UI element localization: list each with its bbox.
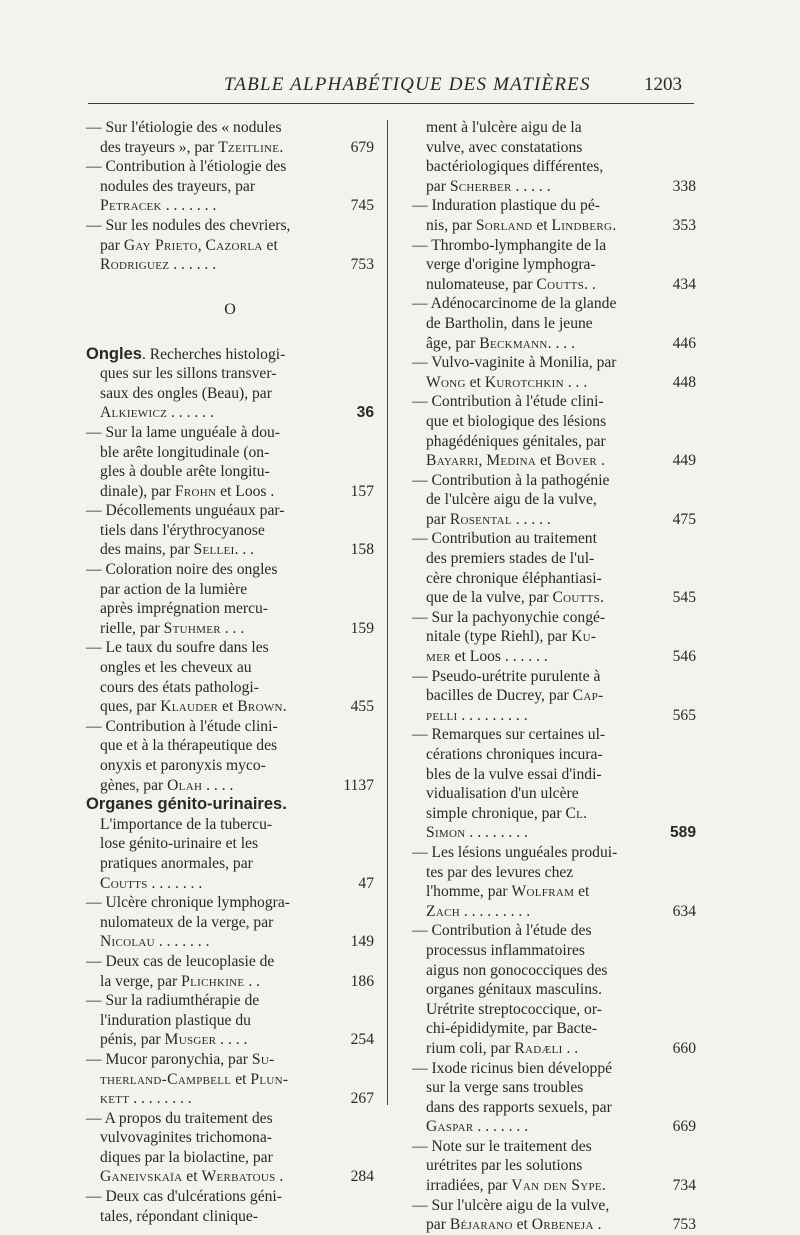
page-ref: 434 [672,275,696,293]
index-entry: — Sur l'étiologie des « nodules des trayeurs », par Tzeitline. 679 — Contribution à l'étiologie des nodules des trayeurs, par Petracek . . . . . . . 745 [86,119,374,215]
page-ref: 149 [350,933,374,951]
header-rule [88,103,694,104]
index-entry: — Adénocarcinome de la glande de Bartholin, dans le jeune âge, par Beckmann. . . . 446 [412,295,696,352]
page-ref: 159 [350,619,374,637]
page-ref: 475 [672,510,696,528]
index-entry: — Contribution à l'étude clini- que et biologique des lésions phagédéniques génitales, par Bayarri, Medina et Bover . 449 [412,393,696,470]
page-ref: 448 [672,373,696,391]
page-ref: 186 [350,972,374,990]
headword: Organes génito-urinaires. [86,795,287,814]
index-entry: — Ulcère chronique lymphogra- nulomateux de la verge, par Nicolau . . . . . . . 149 [86,894,374,951]
page-number: 1203 [644,74,682,95]
page-ref: 446 [672,334,696,352]
index-entry: Ongles. Recherches histologi- ques sur les sillons transver- saux des ongles (Beau), par Alkiewicz . . . . . . 36 [86,344,374,422]
index-entry: — Note sur le traitement des urétrites par les solutions irradiées, par Van den Sype. 734 [412,1137,696,1195]
index-entry: Organes génito-urinaires. L'importance de la tubercu- lose génito-urinaire et les pratiques anormales, par Coutts . . . . . . . 47 [86,795,374,892]
index-entry: — Deux cas de leucoplasie de la verge, par Plichkine . . 186 [86,952,374,990]
index-entry: — Induration plastique du pé- nis, par Sorland et Lindberg. 353 [412,197,696,234]
index-entry: — Pseudo-urétrite purulente à bacilles de Ducrey, par Cap- pelli . . . . . . . . . 565 [412,667,696,724]
index-entry: — Coloration noire des ongles par action de la lumière après imprégnation mercu- rielle, par Stuhmer . . . 159 [86,561,374,637]
index-entry: — Deux cas d'ulcérations géni- tales, répondant clinique- [86,1188,282,1225]
page-ref: 1137 [343,776,374,794]
index-entry: — Sur la lame unguéale à dou- ble arête longitudinale (on- gles à double arête longitu- dinale), par Frohn et Loos . 157 [86,423,374,500]
index-entry: — Contribution à l'étude clini- que et à la thérapeutique des onyxis et paronyxis myco- gènes, par Olah . . . . 1137 [86,717,374,794]
index-entry: — Sur la pachyonychie congé- nitale (type Riehl), par Ku- mer et Loos . . . . . . 546 [412,608,696,666]
page-ref: 753 [672,1216,696,1234]
headword: Ongles [86,344,142,363]
page-ref: 47 [358,874,374,892]
page-ref: 338 [672,177,696,195]
page-ref: 284 [350,1168,374,1186]
index-entry: — Sur l'ulcère aigu de la vulve, par Béjarano et Orbeneja . 753 [412,1196,696,1234]
page-ref: 254 [350,1031,374,1049]
page-ref: 753 [350,256,374,274]
page-header [88,70,688,102]
index-entry: — Thrombo-lymphangite de la verge d'origine lymphogra- nulomateuse, par Coutts. . 434 [412,236,696,293]
page-ref: 546 [672,648,696,666]
index-entry: — Les lésions unguéales produi- tes par des levures chez l'homme, par Wolfram et Zach . . . . . . . . . 634 [412,843,696,920]
page-ref: 565 [672,706,696,724]
page-ref: 660 [672,1039,696,1057]
index-entry: — A propos du traitement des vulvovaginites trichomona- diques par la biolactine, par Ganeivskaïa et Werbatous . 284 [86,1109,374,1186]
page-ref: 36 [356,404,374,422]
right-column [412,118,696,1235]
page-ref: 158 [350,541,374,559]
index-entry: — Décollements unguéaux par- tiels dans l'érythrocyanose des mains, par Sellei. . . 158 [86,502,374,559]
index-entry: — Remarques sur certaines ul- cérations chroniques incura- bles de la vulve essai d'indi- vidualisation d'un ulcère simple chronique, par Cl. Simon . . . . . . . . 589 [412,726,696,842]
left-column [86,118,374,1226]
index-entry: — Contribution à la pathogénie de l'ulcère aigu de la vulve, par Rosental . . . . . 475 [412,471,696,528]
page-ref: 455 [350,698,374,716]
page-ref: 745 [350,197,374,215]
page-ref: 589 [669,824,696,842]
index-entry: ment à l'ulcère aigu de la vulve, avec constatations bactériologiques différentes, par Scherber . . . . . 338 [426,119,696,195]
index-entry: — Sur la radiumthérapie de l'induration plastique du pénis, par Musger . . . . 254 [86,992,374,1049]
column-divider [387,120,388,1105]
index-entry: — Ixode ricinus bien développé sur la verge sans troubles dans des rapports sexuels, par Gaspar . . . . . . . 669 [412,1059,696,1136]
page-ref: 679 [350,138,374,156]
page-ref: 267 [350,1090,374,1108]
page-ref: 157 [350,482,374,500]
page-ref: 669 [672,1118,696,1136]
section-letter: O [224,301,236,319]
page-ref: 449 [672,452,696,470]
page-ref: 545 [672,589,696,607]
index-entry: — Contribution à l'étude des processus inflammatoires aigus non gonococciques des organes génitaux masculins. Urétrite streptococcique, or- chi-épididymite, par Bacte- rium coli, par Radæli . . 660 [412,922,696,1057]
index-entry: — Le taux du soufre dans les ongles et les cheveux au cours des états pathologi- ques, par Klauder et Brown. 455 [86,639,374,716]
index-entry: — Mucor paronychia, par Su- therland-Campbell et Plun- kett . . . . . . . . 267 [86,1050,374,1108]
index-entry: — Sur les nodules des chevriers, par Gay Prieto, Cazorla et Rodriguez . . . . . . 753 [86,216,374,274]
page-ref: 634 [672,902,696,920]
page-ref: 353 [672,216,696,234]
running-title: TABLE ALPHABÉTIQUE DES MATIÈRES [224,74,591,95]
page-ref: 734 [672,1177,696,1195]
index-entry: — Vulvo-vaginite à Monilia, par Wong et Kurotchkin . . . 448 [412,354,696,391]
index-entry: — Contribution au traitement des premiers stades de l'ul- cère chronique éléphantiasi- que de la vulve, par Coutts. 545 [412,530,696,607]
